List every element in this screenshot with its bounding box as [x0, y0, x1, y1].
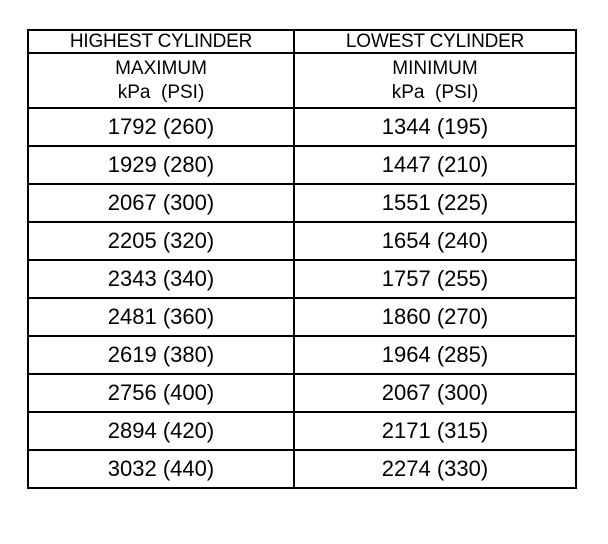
maximum-units: kPa (PSI) — [117, 81, 205, 103]
lowest-value-cell: 1447 (210) — [294, 146, 576, 184]
lowest-value-cell: 1344 (195) — [294, 108, 576, 146]
table-row — [28, 412, 576, 450]
compression-pressure-table — [27, 29, 577, 489]
lowest-value-cell: 2171 (315) — [294, 412, 576, 450]
highest-cylinder-header: HIGHEST CYLINDER — [28, 30, 294, 53]
lowest-cylinder-header: LOWEST CYLINDER — [294, 30, 576, 53]
minimum-label: MINIMUM — [392, 57, 478, 79]
maximum-units-header — [28, 53, 294, 108]
lowest-value-cell: 1964 (285) — [294, 336, 576, 374]
highest-value-cell: 3032 (440) — [28, 450, 294, 488]
highest-value-cell: 2481 (360) — [28, 298, 294, 336]
highest-value-cell: 2894 (420) — [28, 412, 294, 450]
highest-value-cell: 2756 (400) — [28, 374, 294, 412]
header-row — [28, 30, 576, 53]
lowest-value-cell: 2067 (300) — [294, 374, 576, 412]
highest-value-cell: 2343 (340) — [28, 260, 294, 298]
highest-value-cell: 2619 (380) — [28, 336, 294, 374]
highest-value-cell: 2067 (300) — [28, 184, 294, 222]
highest-value-cell: 2205 (320) — [28, 222, 294, 260]
lowest-value-cell: 2274 (330) — [294, 450, 576, 488]
table-row — [28, 146, 576, 184]
lowest-value-cell: 1654 (240) — [294, 222, 576, 260]
compression-table-container — [27, 29, 575, 489]
highest-value-cell: 1792 (260) — [28, 108, 294, 146]
table-row — [28, 298, 576, 336]
maximum-label: MAXIMUM — [115, 57, 207, 79]
lowest-value-cell: 1860 (270) — [294, 298, 576, 336]
table-row — [28, 374, 576, 412]
table-row — [28, 222, 576, 260]
lowest-value-cell: 1551 (225) — [294, 184, 576, 222]
table-row — [28, 260, 576, 298]
highest-value-cell: 1929 (280) — [28, 146, 294, 184]
table-row — [28, 108, 576, 146]
units-row — [28, 53, 576, 108]
table-row — [28, 336, 576, 374]
table-row — [28, 450, 576, 488]
lowest-value-cell: 1757 (255) — [294, 260, 576, 298]
minimum-units-header — [294, 53, 576, 108]
minimum-units: kPa (PSI) — [391, 81, 479, 103]
table-row — [28, 184, 576, 222]
